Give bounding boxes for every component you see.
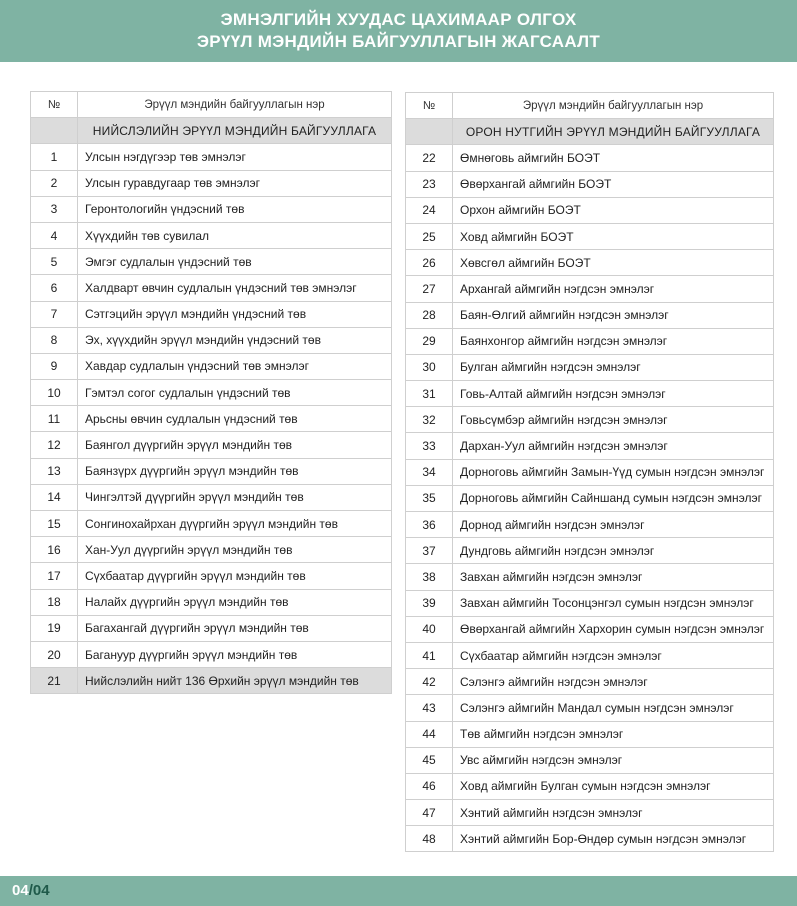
table-row — [31, 537, 392, 563]
institution-name: Хавдар судлалын үндэсний төв эмнэлэг — [78, 353, 392, 379]
row-number: 29 — [406, 328, 453, 354]
table-row — [406, 223, 774, 249]
institution-name: Сүхбаатар аймгийн нэгдсэн эмнэлэг — [453, 642, 774, 668]
table-row — [31, 458, 392, 484]
table-header-row — [31, 92, 392, 118]
table-row — [31, 484, 392, 510]
row-number: 38 — [406, 564, 453, 590]
institution-name: Сэлэнгэ аймгийн Мандал сумын нэгдсэн эмнэлэг — [453, 695, 774, 721]
column-header-number: № — [406, 93, 453, 119]
institution-name: Гэмтэл согог судлалын үндэсний төв — [78, 380, 392, 406]
table-header-row — [406, 93, 774, 119]
row-number: 24 — [406, 197, 453, 223]
table-row — [406, 669, 774, 695]
table-row — [31, 380, 392, 406]
table-row — [406, 826, 774, 852]
institution-name: Өвөрхангай аймгийн Хархорин сумын нэгдсэн эмнэлэг — [453, 616, 774, 642]
row-number: 39 — [406, 590, 453, 616]
row-number: 28 — [406, 302, 453, 328]
page-separator: / — [28, 882, 33, 899]
row-number: 22 — [406, 145, 453, 171]
table-row — [31, 511, 392, 537]
local-institutions-body — [406, 119, 774, 852]
section-header-row — [31, 118, 392, 144]
institution-name: Хан-Уул дүүргийн эрүүл мэндийн төв — [78, 537, 392, 563]
table-row — [406, 642, 774, 668]
row-number: 32 — [406, 407, 453, 433]
institution-name: Арьсны өвчин судлалын үндэсний төв — [78, 406, 392, 432]
capital-institutions-table — [30, 91, 392, 694]
table-row — [31, 589, 392, 615]
row-number: 1 — [31, 144, 78, 170]
row-number: 25 — [406, 223, 453, 249]
institution-name: Халдварт өвчин судлалын үндэсний төв эмнэлэг — [78, 275, 392, 301]
table-row — [406, 433, 774, 459]
institution-name: Өмнөговь аймгийн БОЭТ — [453, 145, 774, 171]
page-current: 04 — [12, 882, 29, 899]
row-number: 21 — [31, 668, 78, 694]
table-row — [406, 773, 774, 799]
table-row — [406, 171, 774, 197]
institution-name: Баянгол дүүргийн эрүүл мэндийн төв — [78, 432, 392, 458]
table-row — [406, 276, 774, 302]
institution-name: Орхон аймгийн БОЭТ — [453, 197, 774, 223]
institution-name: Налайх дүүргийн эрүүл мэндийн төв — [78, 589, 392, 615]
page-header — [0, 0, 797, 62]
table-row — [406, 407, 774, 433]
column-header-name: Эрүүл мэндийн байгууллагын нэр — [453, 93, 774, 119]
table-row — [406, 721, 774, 747]
table-row — [406, 145, 774, 171]
institution-name: Архангай аймгийн нэгдсэн эмнэлэг — [453, 276, 774, 302]
row-number: 4 — [31, 222, 78, 248]
row-number: 17 — [31, 563, 78, 589]
row-number: 48 — [406, 826, 453, 852]
institution-name: Баянхонгор аймгийн нэгдсэн эмнэлэг — [453, 328, 774, 354]
row-number: 31 — [406, 381, 453, 407]
row-number: 47 — [406, 800, 453, 826]
row-number: 7 — [31, 301, 78, 327]
table-row — [31, 327, 392, 353]
row-number: 19 — [31, 615, 78, 641]
institution-name: Хэнтий аймгийн нэгдсэн эмнэлэг — [453, 800, 774, 826]
institution-name: Сэлэнгэ аймгийн нэгдсэн эмнэлэг — [453, 669, 774, 695]
row-number: 16 — [31, 537, 78, 563]
institution-name: Дорнод аймгийн нэгдсэн эмнэлэг — [453, 512, 774, 538]
institution-name: Чингэлтэй дүүргийн эрүүл мэндийн төв — [78, 484, 392, 510]
table-row — [31, 196, 392, 222]
institution-name: Завхан аймгийн нэгдсэн эмнэлэг — [453, 564, 774, 590]
institution-name: Баян-Өлгий аймгийн нэгдсэн эмнэлэг — [453, 302, 774, 328]
institution-name: Эмгэг судлалын үндэсний төв — [78, 249, 392, 275]
table-row — [406, 459, 774, 485]
table-row — [31, 353, 392, 379]
section-header-local: ОРОН НУТГИЙН ЭРҮҮЛ МЭНДИЙН БАЙГУУЛЛАГА — [453, 119, 774, 145]
row-number: 5 — [31, 249, 78, 275]
row-number: 34 — [406, 459, 453, 485]
table-row — [406, 538, 774, 564]
institution-name: Говьсүмбэр аймгийн нэгдсэн эмнэлэг — [453, 407, 774, 433]
row-number: 46 — [406, 773, 453, 799]
row-number: 26 — [406, 250, 453, 276]
table-row — [406, 747, 774, 773]
table-row — [31, 275, 392, 301]
row-number: 9 — [31, 353, 78, 379]
institution-name: Сэтгэцийн эрүүл мэндийн үндэсний төв — [78, 301, 392, 327]
institution-name: Булган аймгийн нэгдсэн эмнэлэг — [453, 354, 774, 380]
table-row — [31, 563, 392, 589]
table-row — [406, 328, 774, 354]
column-header-number: № — [31, 92, 78, 118]
table-row — [406, 564, 774, 590]
row-number: 33 — [406, 433, 453, 459]
table-row — [31, 144, 392, 170]
institution-name: Улсын нэгдүгээр төв эмнэлэг — [78, 144, 392, 170]
row-number: 3 — [31, 196, 78, 222]
institution-name: Дорноговь аймгийн Сайншанд сумын нэгдсэн эмнэлэг — [453, 485, 774, 511]
table-row — [406, 485, 774, 511]
row-number: 13 — [31, 458, 78, 484]
institution-name: Багахангай дүүргийн эрүүл мэндийн төв — [78, 615, 392, 641]
row-number: 40 — [406, 616, 453, 642]
row-number: 2 — [31, 170, 78, 196]
row-number: 30 — [406, 354, 453, 380]
row-number: 44 — [406, 721, 453, 747]
table-row — [31, 406, 392, 432]
section-header-row — [406, 119, 774, 145]
row-number: 41 — [406, 642, 453, 668]
table-row — [31, 615, 392, 641]
institution-name: Ховд аймгийн Булган сумын нэгдсэн эмнэлэг — [453, 773, 774, 799]
page-footer — [0, 876, 797, 906]
institution-name: Баянзүрх дүүргийн эрүүл мэндийн төв — [78, 458, 392, 484]
row-number: 18 — [31, 589, 78, 615]
row-number: 35 — [406, 485, 453, 511]
row-number: 12 — [31, 432, 78, 458]
table-row — [406, 616, 774, 642]
institution-name: Сүхбаатар дүүргийн эрүүл мэндийн төв — [78, 563, 392, 589]
row-number: 10 — [31, 380, 78, 406]
page-total: 04 — [32, 882, 50, 899]
institution-name: Улсын гуравдугаар төв эмнэлэг — [78, 170, 392, 196]
row-number: 20 — [31, 641, 78, 667]
table-row — [406, 250, 774, 276]
local-institutions-table — [405, 92, 774, 852]
institution-name: Хэнтий аймгийн Бор-Өндөр сумын нэгдсэн эмнэлэг — [453, 826, 774, 852]
institution-name: Эх, хүүхдийн эрүүл мэндийн үндэсний төв — [78, 327, 392, 353]
table-row — [31, 170, 392, 196]
table-row — [31, 432, 392, 458]
row-number: 42 — [406, 669, 453, 695]
column-header-name: Эрүүл мэндийн байгууллагын нэр — [78, 92, 392, 118]
table-row — [406, 354, 774, 380]
row-number: 36 — [406, 512, 453, 538]
institution-name: Сонгинохайрхан дүүргийн эрүүл мэндийн төв — [78, 511, 392, 537]
section-header-capital: НИЙСЛЭЛИЙН ЭРҮҮЛ МЭНДИЙН БАЙГУУЛЛАГА — [78, 118, 392, 144]
table-row — [406, 512, 774, 538]
table-row — [406, 590, 774, 616]
row-number: 43 — [406, 695, 453, 721]
row-number: 27 — [406, 276, 453, 302]
institution-name: Багануур дүүргийн эрүүл мэндийн төв — [78, 641, 392, 667]
page-number — [12, 882, 50, 899]
institution-name: Завхан аймгийн Тосонцэнгэл сумын нэгдсэн эмнэлэг — [453, 590, 774, 616]
table-row — [31, 249, 392, 275]
table-row — [406, 381, 774, 407]
row-number: 11 — [31, 406, 78, 432]
table-row — [31, 222, 392, 248]
institution-name: Дорноговь аймгийн Замын-Үүд сумын нэгдсэн эмнэлэг — [453, 459, 774, 485]
institution-name: Увс аймгийн нэгдсэн эмнэлэг — [453, 747, 774, 773]
institution-name: Говь-Алтай аймгийн нэгдсэн эмнэлэг — [453, 381, 774, 407]
row-number: 6 — [31, 275, 78, 301]
header-title-line2: ЭРҮҮЛ МЭНДИЙН БАЙГУУЛЛАГЫН ЖАГСААЛТ — [196, 32, 601, 51]
institution-name: Дундговь аймгийн нэгдсэн эмнэлэг — [453, 538, 774, 564]
table-row — [406, 800, 774, 826]
row-number: 14 — [31, 484, 78, 510]
institution-name: Хөвсгөл аймгийн БОЭТ — [453, 250, 774, 276]
row-number: 45 — [406, 747, 453, 773]
table-row — [31, 668, 392, 694]
institution-name: Геронтологийн үндэсний төв — [78, 196, 392, 222]
institution-name: Төв аймгийн нэгдсэн эмнэлэг — [453, 721, 774, 747]
institution-name: Өвөрхангай аймгийн БОЭТ — [453, 171, 774, 197]
table-row — [31, 301, 392, 327]
institution-name: Хүүхдийн төв сувилал — [78, 222, 392, 248]
header-title-line1: ЭМНЭЛГИЙН ХУУДАС ЦАХИМААР ОЛГОХ — [220, 10, 577, 29]
row-number: 37 — [406, 538, 453, 564]
capital-institutions-body — [31, 118, 392, 694]
institution-name: Ховд аймгийн БОЭТ — [453, 223, 774, 249]
table-row — [406, 695, 774, 721]
institution-name: Нийслэлийн нийт 136 Өрхийн эрүүл мэндийн төв — [78, 668, 392, 694]
table-row — [31, 641, 392, 667]
table-row — [406, 197, 774, 223]
row-number: 15 — [31, 511, 78, 537]
row-number: 8 — [31, 327, 78, 353]
institution-name: Дархан-Уул аймгийн нэгдсэн эмнэлэг — [453, 433, 774, 459]
row-number: 23 — [406, 171, 453, 197]
table-row — [406, 302, 774, 328]
